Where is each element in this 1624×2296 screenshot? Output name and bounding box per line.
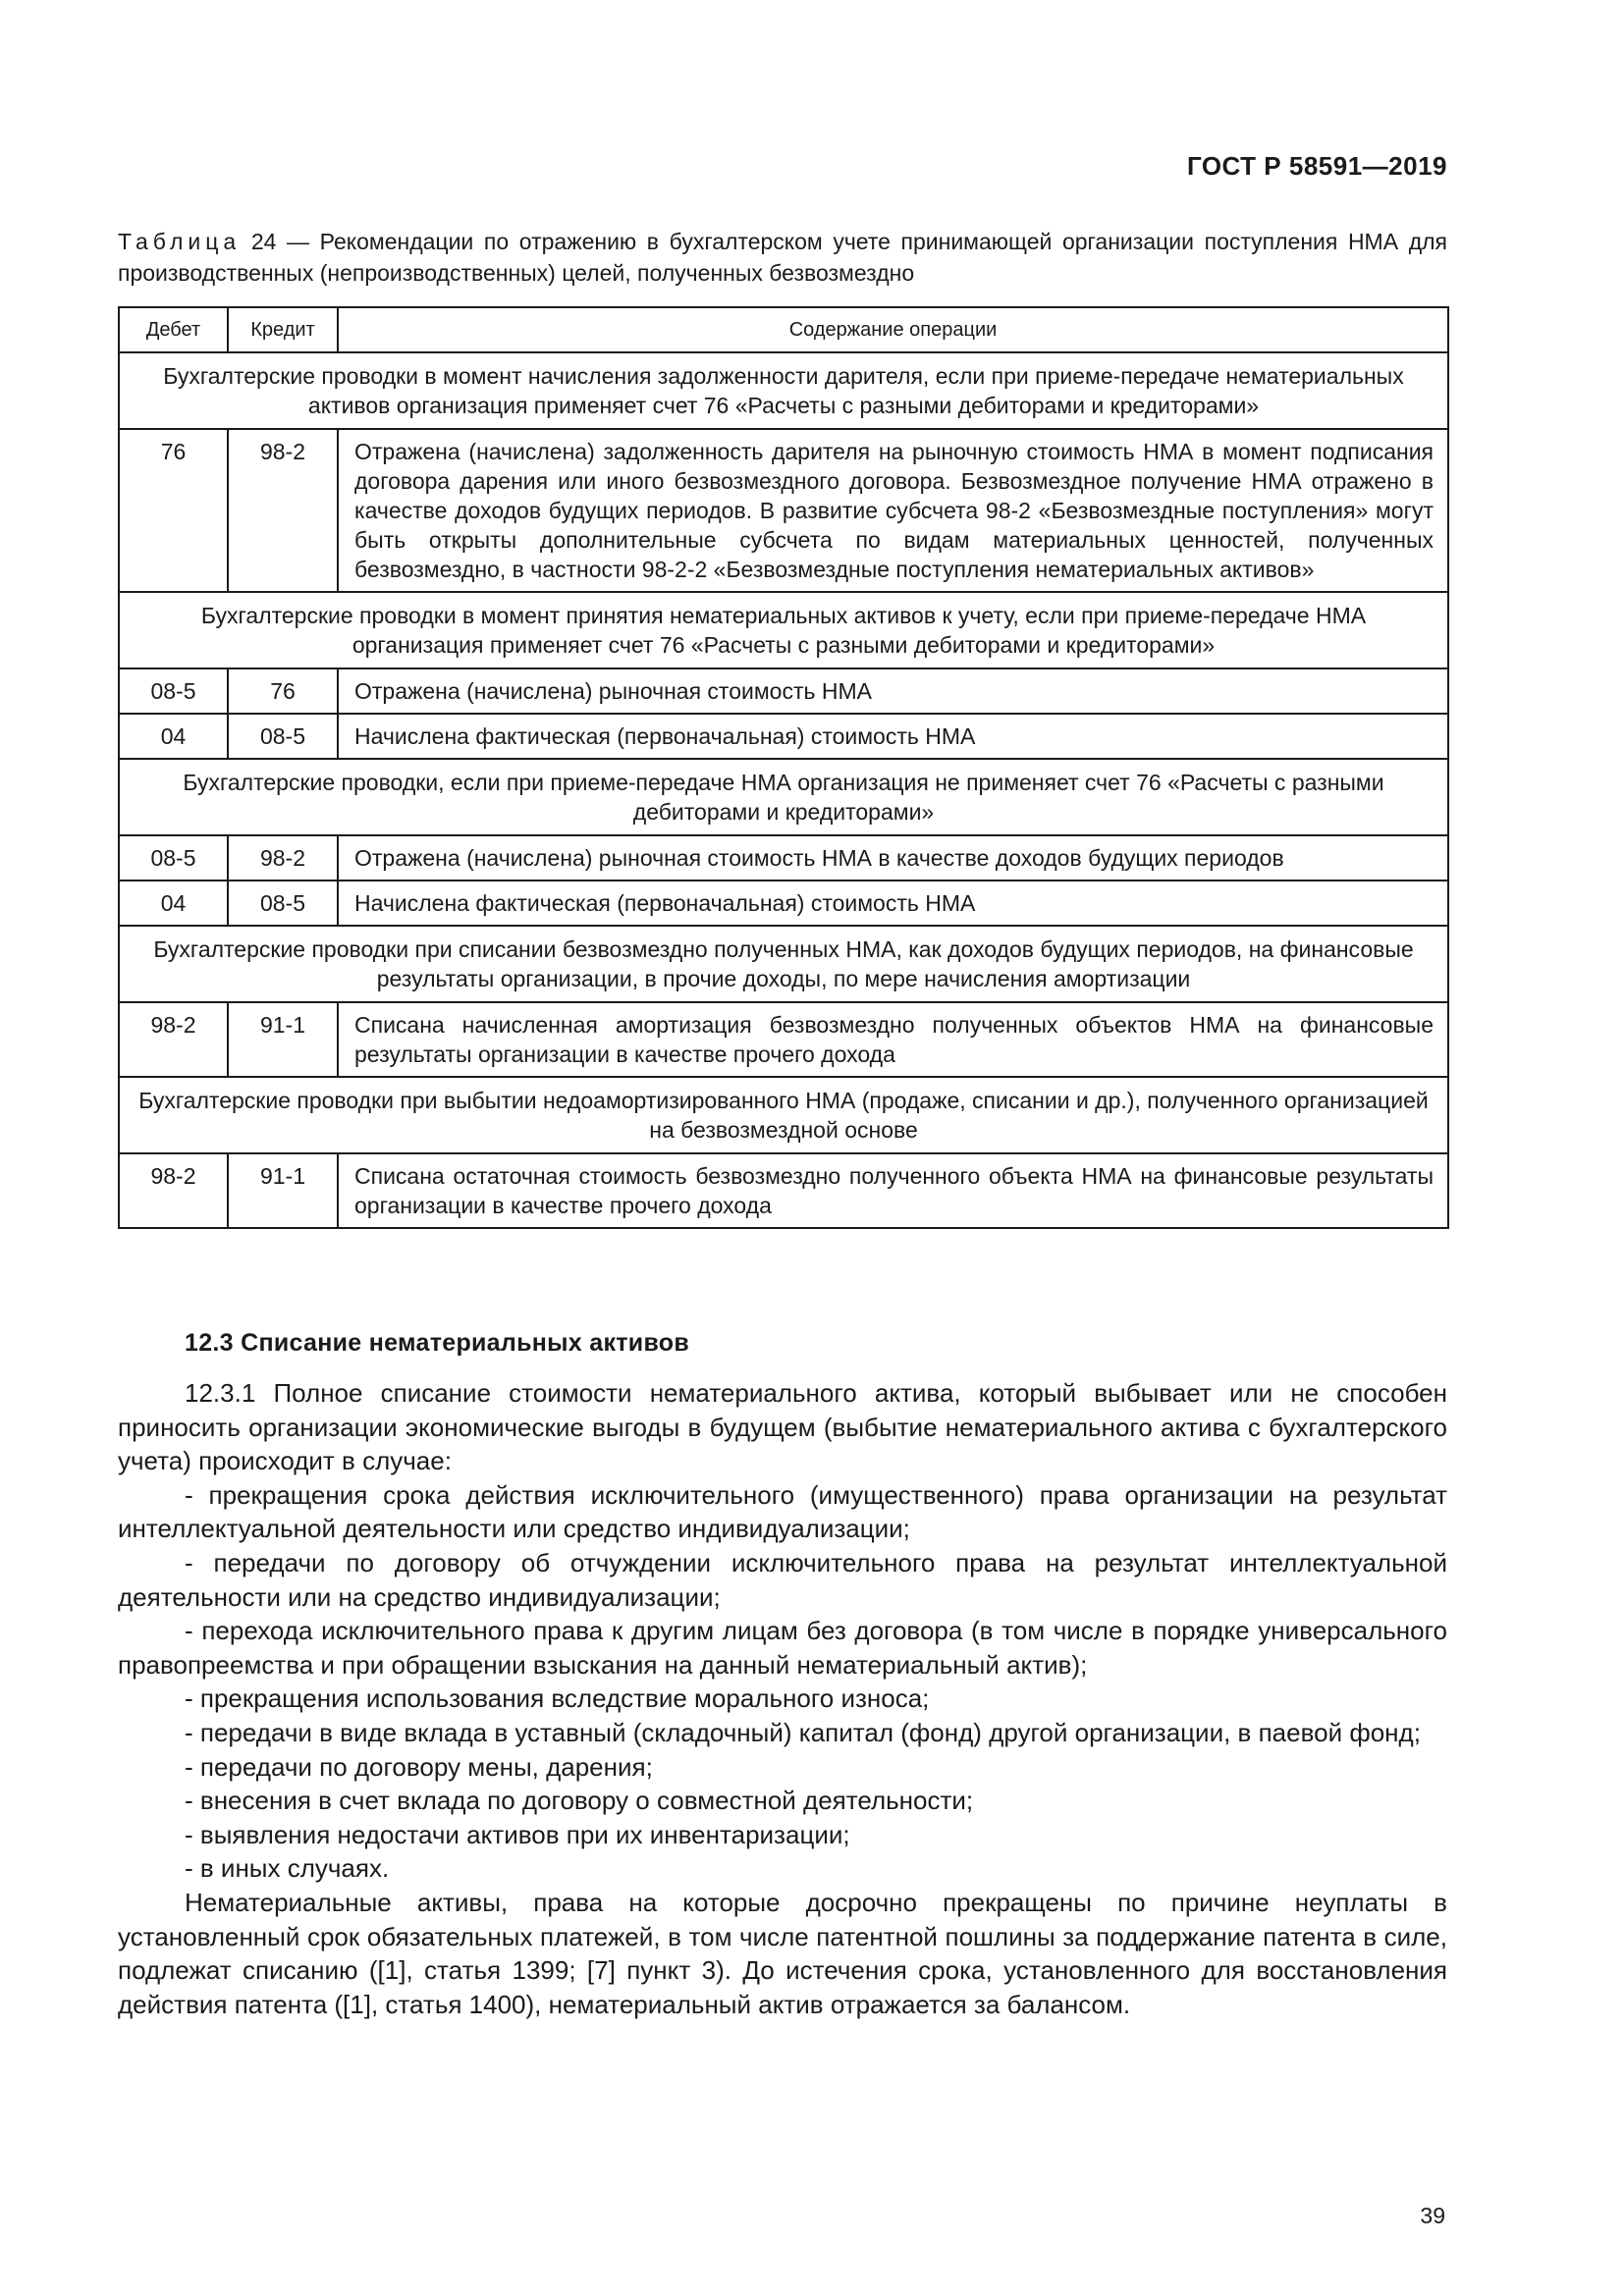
debit-cell: 08-5 <box>119 835 228 881</box>
debit-cell: 08-5 <box>119 668 228 714</box>
section-heading: Бухгалтерские проводки при списании безвозмездно полученных НМА, как доходов будущих периодов, на финансовые результаты организации, в прочие доходы, по мере начисления амортизации <box>119 926 1448 1002</box>
list-item: - передачи по договору мены, дарения; <box>185 1751 653 1782</box>
paragraph: 12.3.1 Полное списание стоимости нематериального актива, который выбывает или не способен приносить организации экономические выгоды в будущем (выбытие нематериального актива с бухгалтерского учета) происходит в случае: <box>118 1378 1447 1476</box>
list-item: - перехода исключительного права к другим лицам без договора (в том числе в порядке универсального правопреемства и при обращении взыскания на данный нематериальный актив); <box>118 1616 1447 1680</box>
credit-cell: 98-2 <box>228 835 338 881</box>
paragraph: Нематериальные активы, права на которые досрочно прекращены по причине неуплаты в установленный срок обязательных платежей, в том числе патентной пошлины за поддержание патента в силе, подлежат списанию ([1], статья 1399; [7] пункт 3). До истечения срока, установленного для восстановления действия патента ([1], статья 1400), нематериальный актив отражается за балансом. <box>118 1887 1447 2019</box>
debit-cell: 76 <box>119 429 228 592</box>
section-heading: Бухгалтерские проводки при выбытии недоамортизированного НМА (продаже, списании и др.), полученного организацией на безвозмездной основе <box>119 1077 1448 1153</box>
section-heading: Бухгалтерские проводки в момент принятия нематериальных активов к учету, если при приеме-передаче НМА организация применяет счет 76 «Расчеты с разными дебиторами и кредиторами» <box>119 592 1448 668</box>
section-row <box>119 352 1448 429</box>
table-row <box>119 668 1448 714</box>
page-number: 39 <box>1420 2203 1445 2228</box>
content-cell: Начислена фактическая (первоначальная) стоимость НМА <box>338 881 1448 926</box>
operations-table <box>118 306 1449 1229</box>
section-row <box>119 1077 1448 1153</box>
section-row <box>119 759 1448 835</box>
list-item: - внесения в счет вклада по договору о совместной деятельности; <box>185 1786 974 1816</box>
content-cell: Отражена (начислена) задолженность дарителя на рыночную стоимость НМА в момент подписания договора дарения или иного безвозмездного договора. Безвозмездное получение НМА отражено в качестве доходов будущих периодов. В развитие субсчета 98-2 «Безвозмездные поступления» могут быть открыты дополнительные субсчета по видам материальных ценностей, полученных безвозмездно, в частности 98-2-2 «Безвозмездные поступления нематериальных активов» <box>338 429 1448 592</box>
header-credit: Кредит <box>228 307 338 352</box>
section-heading: Бухгалтерские проводки, если при приеме-передаче НМА организация не применяет счет 76 «Расчеты с разными дебиторами и кредиторами» <box>119 759 1448 835</box>
section-row <box>119 592 1448 668</box>
header-content: Содержание операции <box>338 307 1448 352</box>
header-debit: Дебет <box>119 307 228 352</box>
content-cell: Списана остаточная стоимость безвозмездно полученного объекта НМА на финансовые результаты организации в качестве прочего дохода <box>338 1153 1448 1228</box>
list-item: - в иных случаях. <box>185 1853 390 1884</box>
body-text <box>118 1376 1447 2021</box>
table-row <box>119 714 1448 759</box>
debit-cell: 04 <box>119 881 228 926</box>
section-heading: Бухгалтерские проводки в момент начисления задолженности дарителя, если при приеме-передаче нематериальных активов организация применяет счет 76 «Расчеты с разными дебиторами и кредиторами» <box>119 352 1448 429</box>
content-cell: Начислена фактическая (первоначальная) стоимость НМА <box>338 714 1448 759</box>
credit-cell: 08-5 <box>228 881 338 926</box>
list-item: - прекращения срока действия исключительного (имущественного) права организации на результат интеллектуальной деятельности или средство индивидуализации; <box>118 1479 1447 1544</box>
credit-cell: 91-1 <box>228 1153 338 1228</box>
section-row <box>119 926 1448 1002</box>
content-cell: Списана начисленная амортизация безвозмездно полученных объектов НМА на финансовые результаты организации в качестве прочего дохода <box>338 1002 1448 1077</box>
debit-cell: 98-2 <box>119 1153 228 1228</box>
credit-cell: 98-2 <box>228 429 338 592</box>
credit-cell: 76 <box>228 668 338 714</box>
content-cell: Отражена (начислена) рыночная стоимость НМА в качестве доходов будущих периодов <box>338 835 1448 881</box>
debit-cell: 98-2 <box>119 1002 228 1077</box>
standard-number: ГОСТ Р 58591—2019 <box>1186 151 1447 181</box>
list-item: - прекращения использования вследствие морального износа; <box>185 1683 930 1714</box>
content-cell: Отражена (начислена) рыночная стоимость НМА <box>338 668 1448 714</box>
table-row <box>119 1002 1448 1077</box>
table-caption-text: 24 — Рекомендации по отражению в бухгалтерском учете принимающей организации поступления НМА для производственных (непроизводственных) целей, полученных безвозмездно <box>118 229 1447 286</box>
table-row <box>119 1153 1448 1228</box>
credit-cell: 08-5 <box>228 714 338 759</box>
table-row <box>119 835 1448 881</box>
table-row <box>119 881 1448 926</box>
debit-cell: 04 <box>119 714 228 759</box>
table-row <box>119 429 1448 592</box>
list-item: - передачи по договору об отчуждении исключительного права на результат интеллектуальной деятельности или на средство индивидуализации; <box>118 1547 1447 1612</box>
table-header-row <box>119 307 1448 352</box>
list-item: - выявления недостачи активов при их инвентаризации; <box>185 1819 850 1849</box>
credit-cell: 91-1 <box>228 1002 338 1077</box>
list-item: - передачи в виде вклада в уставный (складочный) капитал (фонд) другой организации, в паевой фонд; <box>185 1717 1421 1747</box>
table-caption-label: Таблица <box>118 229 242 254</box>
table-caption <box>118 226 1447 289</box>
section-title: 12.3 Списание нематериальных активов <box>185 1329 690 1357</box>
